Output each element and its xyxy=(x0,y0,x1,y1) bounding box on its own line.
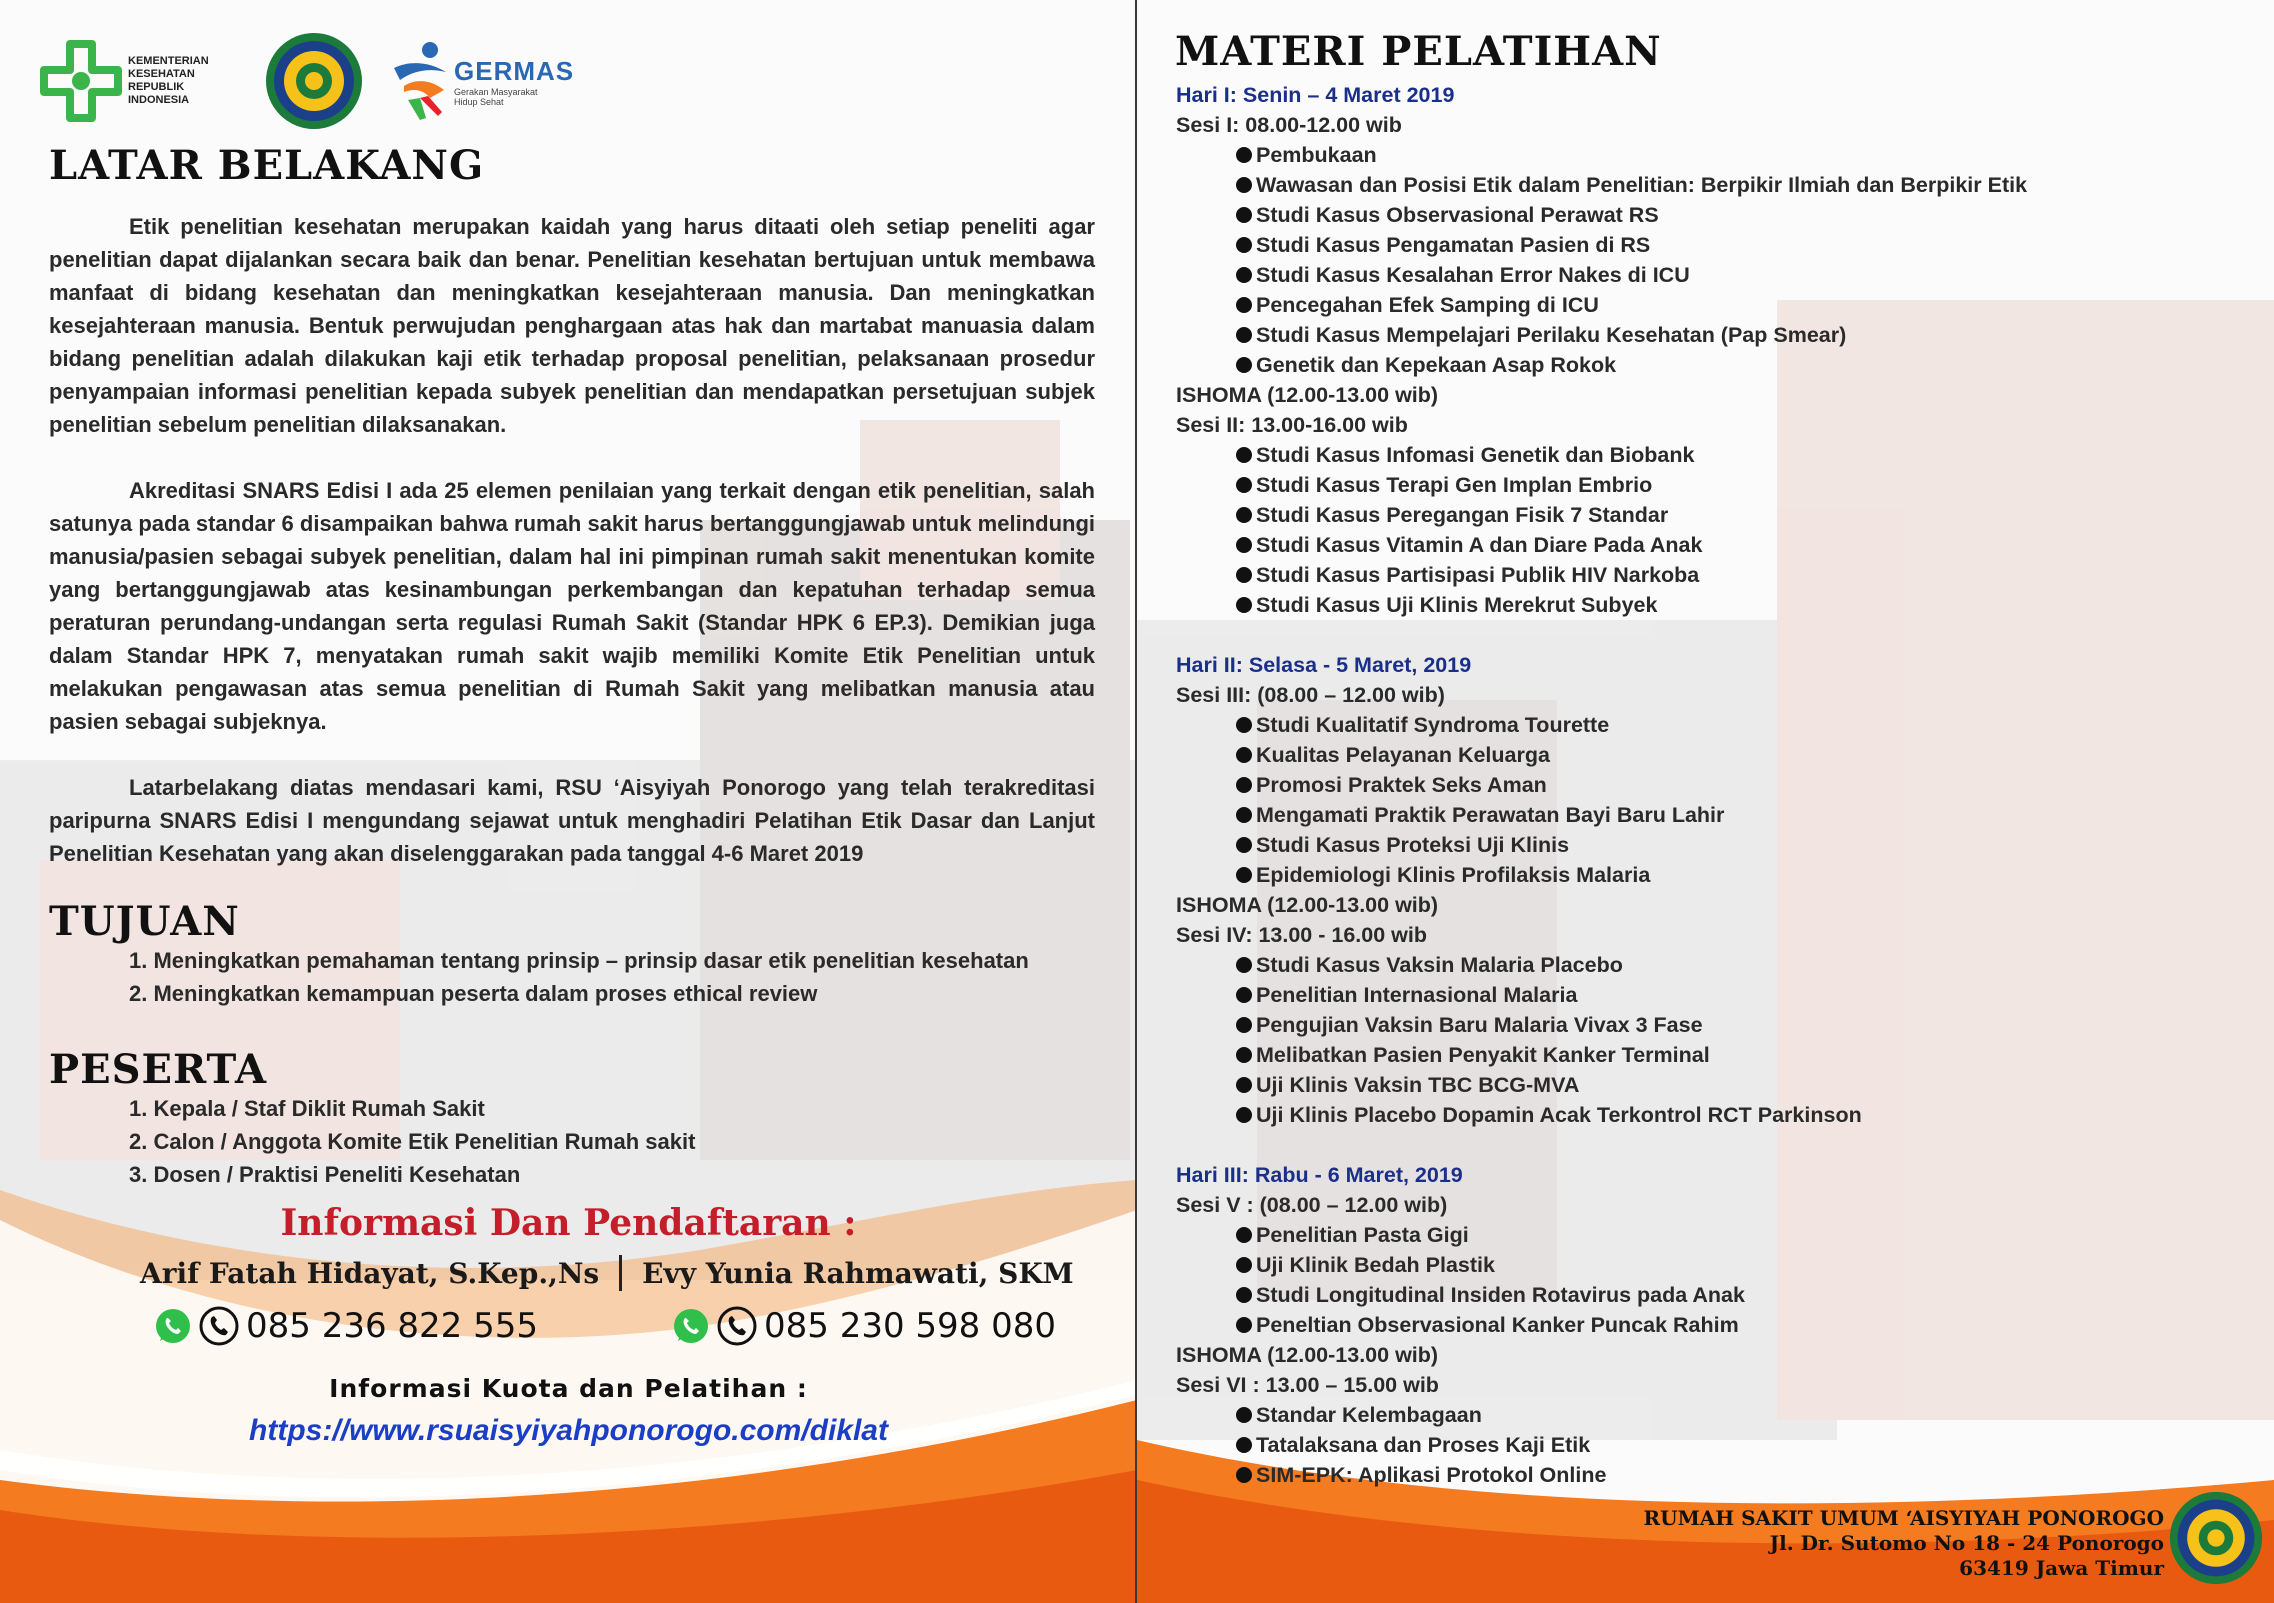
kemenkes-text: KEMENTERIAN KESEHATAN REPUBLIK INDONESIA xyxy=(128,55,209,106)
bullet-icon xyxy=(1236,1287,1252,1303)
topic-item: Uji Klinis Placebo Dopamin Acak Terkontrol RCT Parkinson xyxy=(1176,1100,2226,1130)
info-title: Informasi Dan Pendaftaran : xyxy=(280,1202,857,1244)
germas-figure-icon xyxy=(390,38,450,124)
topic-item: Pengujian Vaksin Baru Malaria Vivax 3 Fase xyxy=(1176,1010,2226,1040)
bullet-icon xyxy=(1236,597,1252,613)
bullet-icon xyxy=(1236,507,1252,523)
tujuan-item: 1. Meningkatkan pemahaman tentang prinsip – prinsip dasar etik penelitian kesehatan xyxy=(129,948,1029,973)
contact2-phone-row[interactable] xyxy=(672,1305,1056,1347)
break-label: ISHOMA (12.00-13.00 wib) xyxy=(1176,1343,1439,1367)
topic-item: Uji Klinis Vaksin TBC BCG-MVA xyxy=(1176,1070,2226,1100)
germas-tagline: Gerakan Masyarakat Hidup Sehat xyxy=(454,86,538,107)
training-schedule xyxy=(1176,80,2226,1490)
topic-item: Studi Kasus Uji Klinis Merekrut Subyek xyxy=(1176,590,2226,620)
contact1-phone-row[interactable] xyxy=(154,1305,538,1347)
topic-item: Studi Longitudinal Insiden Rotavirus pada Anak xyxy=(1176,1280,2226,1310)
bullet-icon xyxy=(1236,297,1252,313)
topic-item: Penelitian Pasta Gigi xyxy=(1176,1220,2226,1250)
bullet-icon xyxy=(1236,1047,1252,1063)
kemenkes-logo xyxy=(40,40,238,122)
aisyiyah-emblem-icon xyxy=(264,31,364,131)
bullet-icon xyxy=(1236,147,1252,163)
bullet-icon xyxy=(1236,1227,1252,1243)
kuota-label: Informasi Kuota dan Pelatihan : xyxy=(329,1374,808,1403)
topic-item: Studi Kasus Vaksin Malaria Placebo xyxy=(1176,950,2226,980)
topic-item: Studi Kasus Kesalahan Error Nakes di ICU xyxy=(1176,260,2226,290)
peserta-heading: PESERTA xyxy=(49,1046,268,1093)
topic-item: Uji Klinik Bedah Plastik xyxy=(1176,1250,2226,1280)
peserta-item: 3. Dosen / Praktisi Peneliti Kesehatan xyxy=(129,1162,521,1187)
day-title: Hari III: Rabu - 6 Maret, 2019 xyxy=(1176,1163,1463,1187)
bullet-icon xyxy=(1236,1317,1252,1333)
topic-item: SIM-EPK: Aplikasi Protokol Online xyxy=(1176,1460,2226,1490)
session-label: Sesi VI : 13.00 – 15.00 wib xyxy=(1176,1373,1439,1397)
break-label: ISHOMA (12.00-13.00 wib) xyxy=(1176,893,1439,917)
topic-item: Studi Kasus Partisipasi Publik HIV Narkoba xyxy=(1176,560,2226,590)
peserta-item: 2. Calon / Anggota Komite Etik Penelitian Rumah sakit xyxy=(129,1129,696,1154)
tujuan-heading: TUJUAN xyxy=(49,898,240,945)
topic-item: Studi Kasus Pengamatan Pasien di RS xyxy=(1176,230,2226,260)
bullet-icon xyxy=(1236,567,1252,583)
tujuan-item: 2. Meningkatkan kemampuan peserta dalam proses ethical review xyxy=(129,981,818,1006)
bullet-icon xyxy=(1236,357,1252,373)
topic-item: Standar Kelembagaan xyxy=(1176,1400,2226,1430)
germas-name: GERMAS xyxy=(454,55,575,86)
bullet-icon xyxy=(1236,237,1252,253)
topic-item: Studi Kasus Observasional Perawat RS xyxy=(1176,200,2226,230)
bullet-icon xyxy=(1236,837,1252,853)
materi-heading: MATERI PELATIHAN xyxy=(1175,28,1662,75)
latar-belakang-heading: LATAR BELAKANG xyxy=(49,142,485,189)
header-logos xyxy=(40,26,574,136)
kemenkes-cross-icon xyxy=(40,40,122,122)
bullet-icon xyxy=(1236,777,1252,793)
tujuan-list xyxy=(49,944,1095,1010)
bullet-icon xyxy=(1236,1017,1252,1033)
topic-item: Promosi Praktek Seks Aman xyxy=(1176,770,2226,800)
break-label: ISHOMA (12.00-13.00 wib) xyxy=(1176,383,1439,407)
session-label: Sesi V : (08.00 – 12.00 wib) xyxy=(1176,1193,1448,1217)
topic-item: Pembukaan xyxy=(1176,140,2226,170)
hospital-footer xyxy=(1644,1506,2165,1581)
bullet-icon xyxy=(1236,867,1252,883)
contact1-name: Arif Fatah Hidayat, S.Kep.,Ns xyxy=(140,1256,600,1290)
peserta-list xyxy=(49,1092,1095,1191)
whatsapp-icon xyxy=(672,1307,710,1345)
topic-item: Studi Kasus Peregangan Fisik 7 Standar xyxy=(1176,500,2226,530)
topic-item: Genetik dan Kepekaan Asap Rokok xyxy=(1176,350,2226,380)
topic-item: Wawasan dan Posisi Etik dalam Penelitian: Berpikir Ilmiah dan Berpikir Etik xyxy=(1176,170,2226,200)
phone-icon xyxy=(198,1305,240,1347)
bullet-icon xyxy=(1236,1077,1252,1093)
topic-item: Studi Kasus Mempelajari Perilaku Kesehatan (Pap Smear) xyxy=(1176,320,2226,350)
topic-item: Studi Kasus Vitamin A dan Diare Pada Anak xyxy=(1176,530,2226,560)
peserta-item: 1. Kepala / Staf Diklit Rumah Sakit xyxy=(129,1096,485,1121)
whatsapp-icon xyxy=(154,1307,192,1345)
topic-item: Studi Kualitatif Syndroma Tourette xyxy=(1176,710,2226,740)
bullet-icon xyxy=(1236,1107,1252,1123)
session-label: Sesi IV: 13.00 - 16.00 wib xyxy=(1176,923,1427,947)
contact2-name: Evy Yunia Rahmawati, SKM xyxy=(642,1256,1074,1290)
germas-logo xyxy=(390,38,574,124)
bullet-icon xyxy=(1236,957,1252,973)
topic-item: Pencegahan Efek Samping di ICU xyxy=(1176,290,2226,320)
bullet-icon xyxy=(1236,537,1252,553)
latar-paragraph-3: Latarbelakang diatas mendasari kami, RSU ‘Aisyiyah Ponorogo yang telah terakreditasi paripurna SNARS Edisi I mengundang sejawat untuk menghadiri Pelatihan Etik Dasar dan Lanjut Penelitian Kesehatan yang akan diselenggarakan pada tanggal 4-6 Maret 2019 xyxy=(49,775,1095,866)
aisyiyah-emblem-icon xyxy=(2168,1490,2264,1586)
session-label: Sesi II: 13.00-16.00 wib xyxy=(1176,413,1408,437)
bullet-icon xyxy=(1236,807,1252,823)
latar-paragraph-2: Akreditasi SNARS Edisi I ada 25 elemen penilaian yang terkait dengan etik penelitian, salah satunya pada standar 6 disampaikan bahwa rumah sakit harus bertanggungjawab untuk melindungi manusia/pasien sebagai subyek penelitian, dalam hal ini pimpinan rumah sakit menentukan komite yang bertanggungjawab atas kesinambungan perkembangan dan kepatuhan terhadap semua peraturan perundang-undangan serta regulasi Rumah Sakit (Standar HPK 6 EP.3). Demikian juga dalam Standar HPK 7, menyatakan rumah sakit wajib memiliki Komite Etik Penelitian untuk melakukan pengawasan atas semua penelitian di Rumah Sakit yang melibatkan manusia atau pasien sebagai subjeknya. xyxy=(49,478,1095,734)
latar-belakang-body xyxy=(49,210,1095,870)
topic-item: Tatalaksana dan Proses Kaji Etik xyxy=(1176,1430,2226,1460)
bullet-icon xyxy=(1236,747,1252,763)
topic-item: Studi Kasus Terapi Gen Implan Embrio xyxy=(1176,470,2226,500)
bullet-icon xyxy=(1236,447,1252,463)
bullet-icon xyxy=(1236,327,1252,343)
bullet-icon xyxy=(1236,267,1252,283)
topic-item: Studi Kasus Infomasi Genetik dan Biobank xyxy=(1176,440,2226,470)
topic-item: Penelitian Internasional Malaria xyxy=(1176,980,2226,1010)
latar-paragraph-1: Etik penelitian kesehatan merupakan kaidah yang harus ditaati oleh setiap peneliti agar penelitian dapat dijalankan secara baik dan benar. Penelitian kesehatan bertujuan untuk membawa manfaat di bidang kesehatan dan meningkatkan kesejahteraan manusia. Dan meningkatkan kesejahteraan manusia. Bentuk perwujudan penghargaan atas hak dan martabat manuasia dalam bidang penelitian adalah dilakukan kaji etik terhadap proposal penelitian, pelaksanaan prosedur penyampaian informasi penelitian kepada subyek penelitian dan mendapatkan persetujuan subjek penelitian sebelum penelitian dilaksanakan. xyxy=(49,214,1095,437)
day-title: Hari I: Senin – 4 Maret 2019 xyxy=(1176,83,1455,107)
topic-item: Kualitas Pelayanan Keluarga xyxy=(1176,740,2226,770)
day-title: Hari II: Selasa - 5 Maret, 2019 xyxy=(1176,653,1472,677)
bullet-icon xyxy=(1236,207,1252,223)
topic-item: Melibatkan Pasien Penyakit Kanker Terminal xyxy=(1176,1040,2226,1070)
topic-item: Peneltian Observasional Kanker Puncak Rahim xyxy=(1176,1310,2226,1340)
topic-item: Mengamati Praktik Perawatan Bayi Baru Lahir xyxy=(1176,800,2226,830)
hospital-address-line1: Jl. Dr. Sutomo No 18 - 24 Ponorogo xyxy=(1769,1531,2164,1555)
bullet-icon xyxy=(1236,1437,1252,1453)
bullet-icon xyxy=(1236,1407,1252,1423)
hospital-name: RUMAH SAKIT UMUM ‘AISYIYAH PONOROGO xyxy=(1643,1506,2164,1530)
website-link[interactable]: https://www.rsuaisyiyahponorogo.com/diklat xyxy=(249,1414,888,1447)
session-label: Sesi III: (08.00 – 12.00 wib) xyxy=(1176,683,1445,707)
bullet-icon xyxy=(1236,717,1252,733)
bullet-icon xyxy=(1236,477,1252,493)
bullet-icon xyxy=(1236,987,1252,1003)
contact1-phone: 085 236 822 555 xyxy=(246,1306,539,1346)
contact-names xyxy=(140,1255,1074,1291)
bullet-icon xyxy=(1236,177,1252,193)
bullet-icon xyxy=(1236,1257,1252,1273)
bullet-icon xyxy=(1236,1467,1252,1483)
session-label: Sesi I: 08.00-12.00 wib xyxy=(1176,113,1402,137)
phone-icon xyxy=(716,1305,758,1347)
contact2-phone: 085 230 598 080 xyxy=(764,1306,1057,1346)
hospital-address-line2: 63419 Jawa Timur xyxy=(1959,1556,2164,1580)
topic-item: Studi Kasus Proteksi Uji Klinis xyxy=(1176,830,2226,860)
topic-item: Epidemiologi Klinis Profilaksis Malaria xyxy=(1176,860,2226,890)
contact-separator xyxy=(619,1255,622,1291)
